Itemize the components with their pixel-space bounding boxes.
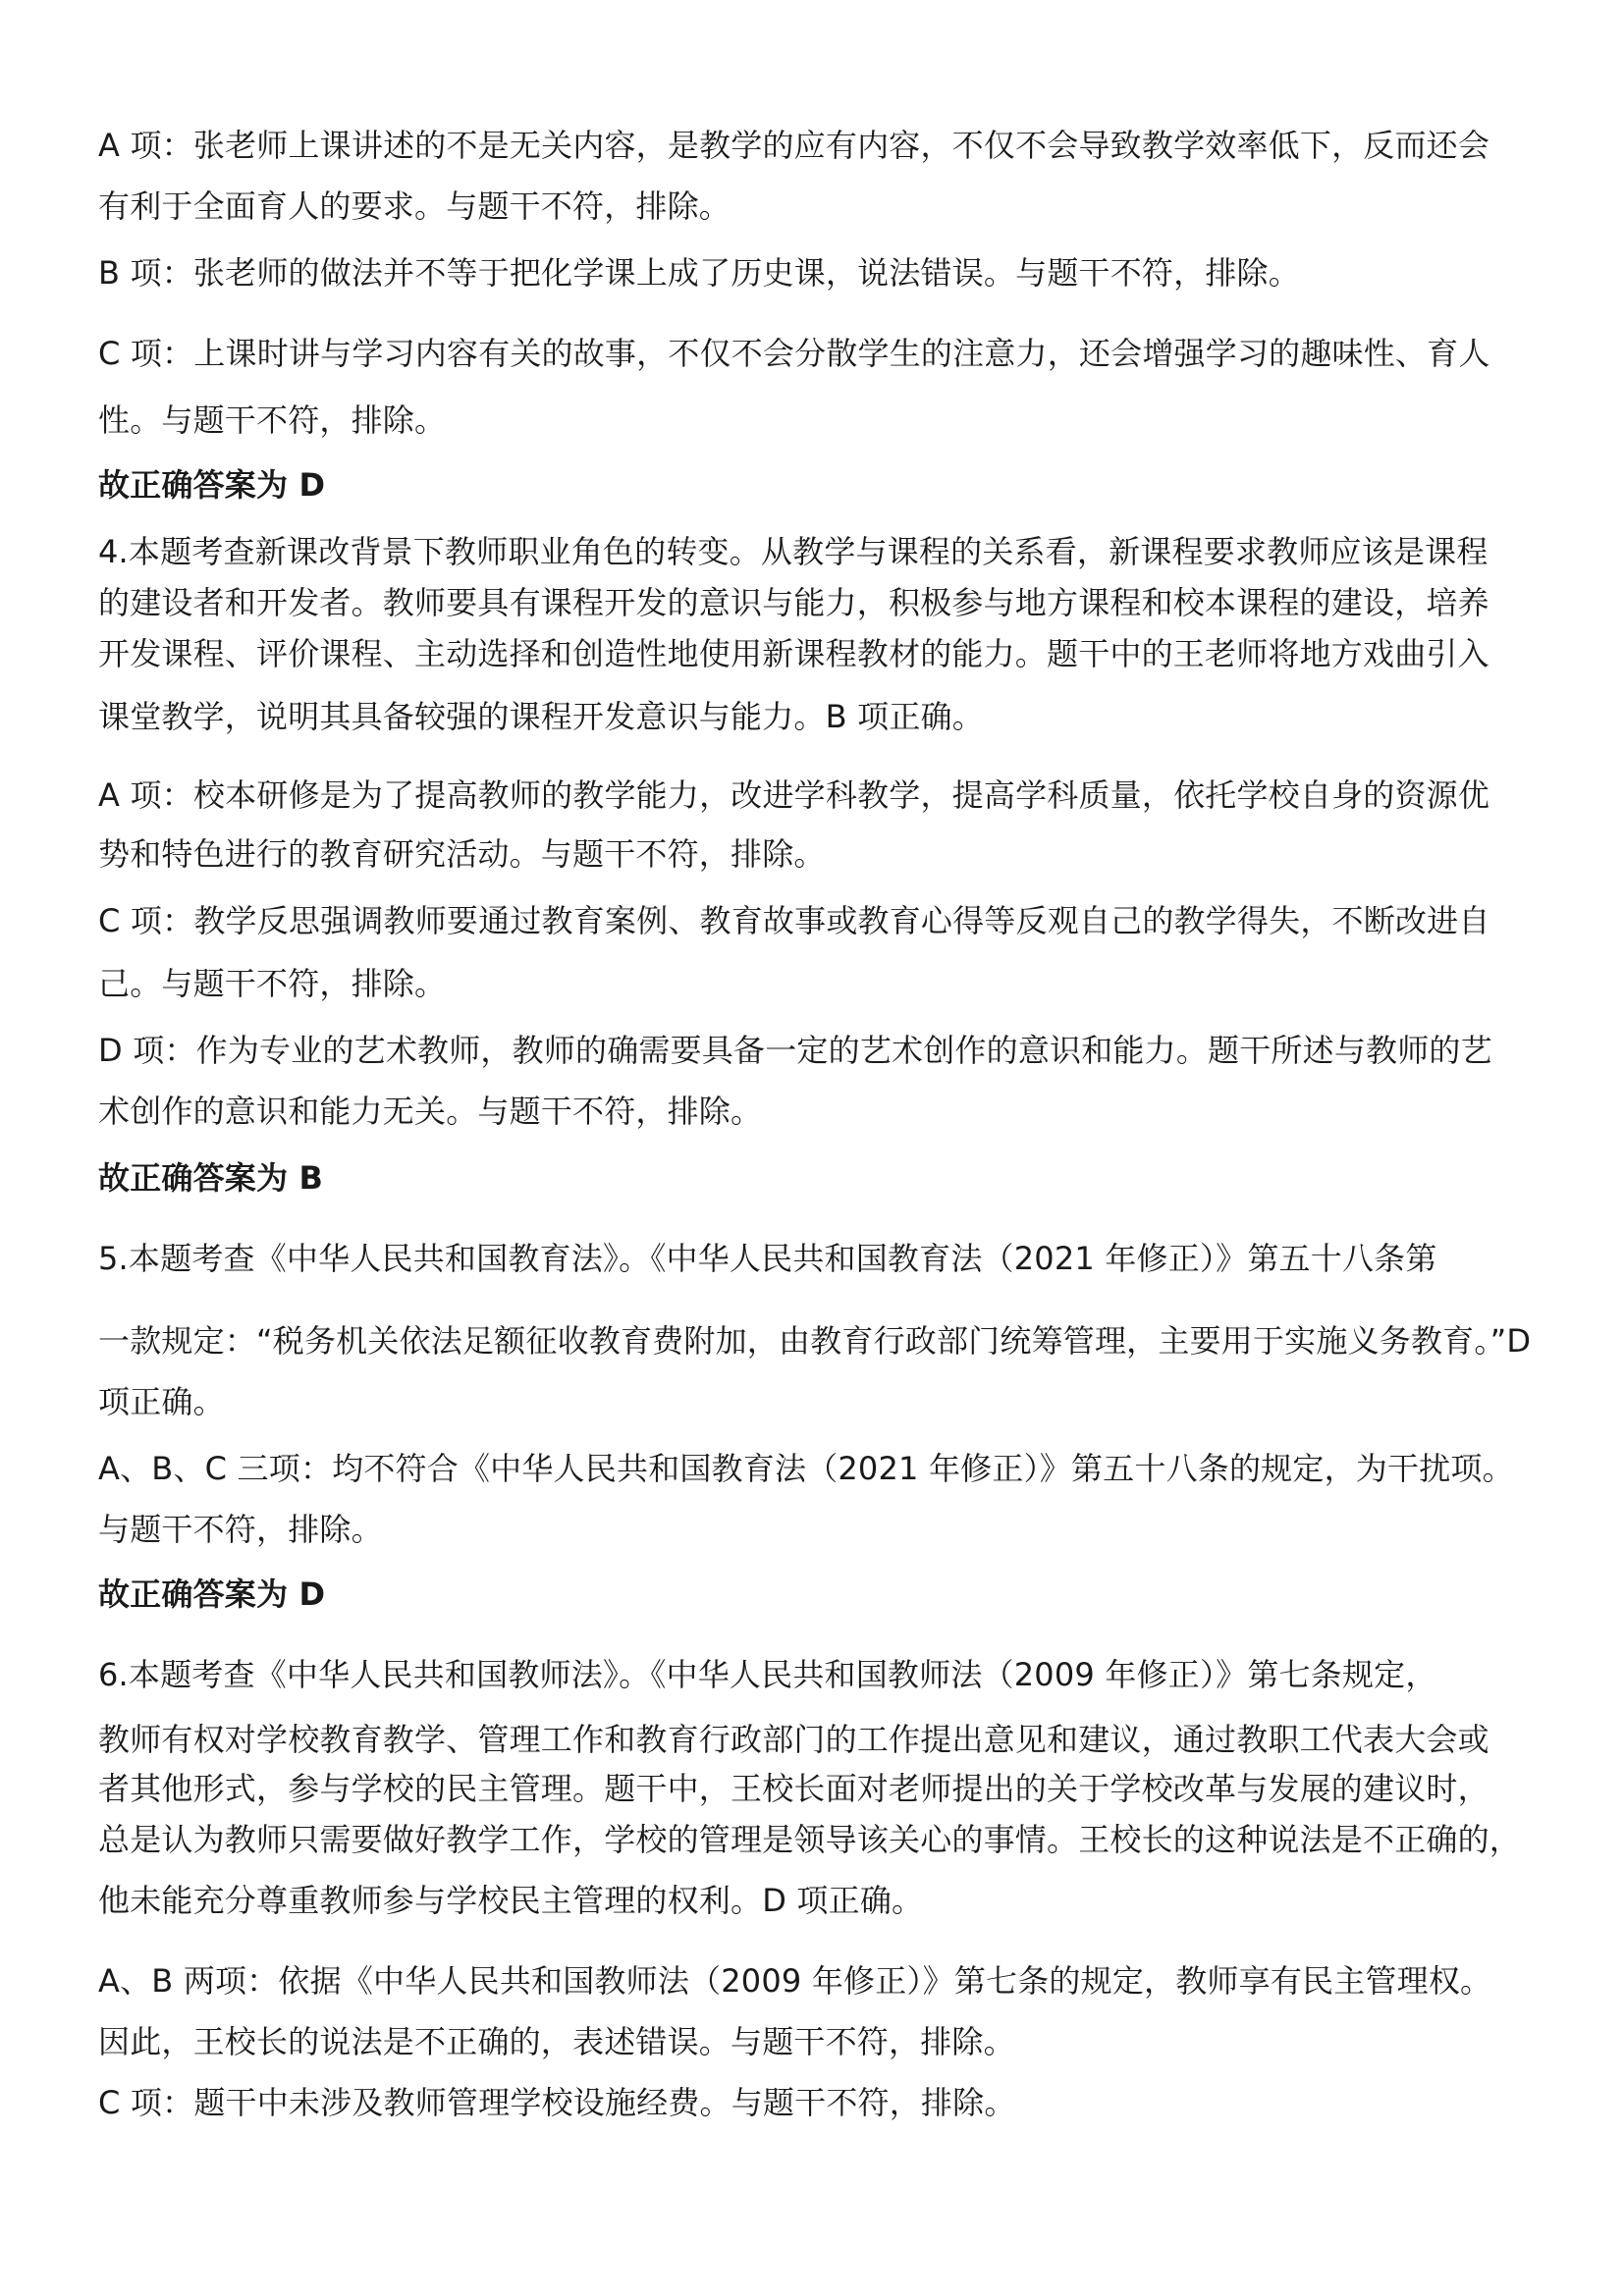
question-6-explanation-line: 教师有权对学校教育教学、管理工作和教育行政部门的工作提出意见和建议，通过教职工代表大会或 xyxy=(98,1721,1489,1758)
answer-line: 故正确答案为 D xyxy=(98,466,326,504)
answer-line: 故正确答案为 D xyxy=(98,1575,326,1613)
question-6-explanation-line: 者其他形式，参与学校的民主管理。题干中，王校长面对老师提出的关于学校改革与发展的建议时， xyxy=(98,1770,1489,1807)
option-a-analysis-line: 势和特色进行的教育研究活动。与题干不符，排除。 xyxy=(98,835,826,873)
option-c-analysis-line: 性。与题干不符，排除。 xyxy=(98,401,447,439)
option-d-analysis-line: 术创作的意识和能力无关。与题干不符，排除。 xyxy=(98,1093,763,1130)
question-4-explanation-line: 课堂教学，说明其具备较强的课程开发意识与能力。B 项正确。 xyxy=(98,698,984,735)
question-6-explanation-line: 他未能充分尊重教师参与学校民主管理的权利。D 项正确。 xyxy=(98,1882,924,1919)
options-ab-analysis-line: A、B 两项：依据《中华人民共和国教师法（2009 年修正）》第七条的规定，教师享有民主管理权。 xyxy=(98,1962,1492,2000)
options-abc-analysis-line: A、B、C 三项：均不符合《中华人民共和国教育法（2021 年修正）》第五十八条的规定，为干扰项。 xyxy=(98,1450,1514,1487)
option-a-analysis-line: A 项：校本研修是为了提高教师的教学能力，改进学科教学，提高学科质量，依托学校自身的资源优 xyxy=(98,776,1490,814)
option-c-analysis-line: C 项：题干中未涉及教师管理学校设施经费。与题干不符，排除。 xyxy=(98,2084,1016,2121)
question-5-explanation-line: 项正确。 xyxy=(98,1383,225,1420)
question-6-explanation-line: 6.本题考查《中华人民共和国教师法》。《中华人民共和国教师法（2009 年修正）》第七条规定， xyxy=(98,1656,1437,1693)
option-a-analysis-line: A 项：张老师上课讲述的不是无关内容，是教学的应有内容，不仅不会导致教学效率低下，反而还会 xyxy=(98,127,1490,164)
option-c-analysis-line: C 项：上课时讲与学习内容有关的故事，不仅不会分散学生的注意力，还会增强学习的趣味性、育人 xyxy=(98,335,1490,372)
options-ab-analysis-line: 因此，王校长的说法是不正确的，表述错误。与题干不符，排除。 xyxy=(98,2023,1015,2060)
option-d-analysis-line: D 项：作为专业的艺术教师，教师的确需要具备一定的艺术创作的意识和能力。题干所述与教师的艺 xyxy=(98,1032,1492,1069)
option-a-analysis-line: 有利于全面育人的要求。与题干不符，排除。 xyxy=(98,187,731,225)
option-b-analysis-line: B 项：张老师的做法并不等于把化学课上成了历史课，说法错误。与题干不符，排除。 xyxy=(98,254,1300,292)
question-4-explanation-line: 开发课程、评价课程、主动选择和创造性地使用新课程教材的能力。题干中的王老师将地方戏曲引入 xyxy=(98,635,1489,672)
question-5-explanation-line: 一款规定：“税务机关依法足额征收教育费附加，由教育行政部门统筹管理，主要用于实施义务教育。”D xyxy=(98,1322,1532,1360)
answer-line: 故正确答案为 B xyxy=(98,1159,324,1197)
question-5-explanation-line: 5.本题考查《中华人民共和国教育法》。《中华人民共和国教育法（2021 年修正）》第五十八条第 xyxy=(98,1240,1437,1277)
question-6-explanation-line: 总是认为教师只需要做好教学工作，学校的管理是领导该关心的事情。王校长的这种说法是不正确的， xyxy=(98,1821,1522,1858)
question-4-explanation-line: 的建设者和开发者。教师要具有课程开发的意识与能力，积极参与地方课程和校本课程的建设，培养 xyxy=(98,584,1489,621)
option-c-analysis-line: 己。与题干不符，排除。 xyxy=(98,965,447,1002)
option-c-analysis-line: C 项：教学反思强调教师要通过教育案例、教育故事或教育心得等反观自己的教学得失，不断改进自 xyxy=(98,902,1490,939)
options-abc-analysis-line: 与题干不符，排除。 xyxy=(98,1511,383,1548)
question-4-explanation-line: 4.本题考查新课改背景下教师职业角色的转变。从教学与课程的关系看，新课程要求教师应该是课程 xyxy=(98,533,1489,570)
